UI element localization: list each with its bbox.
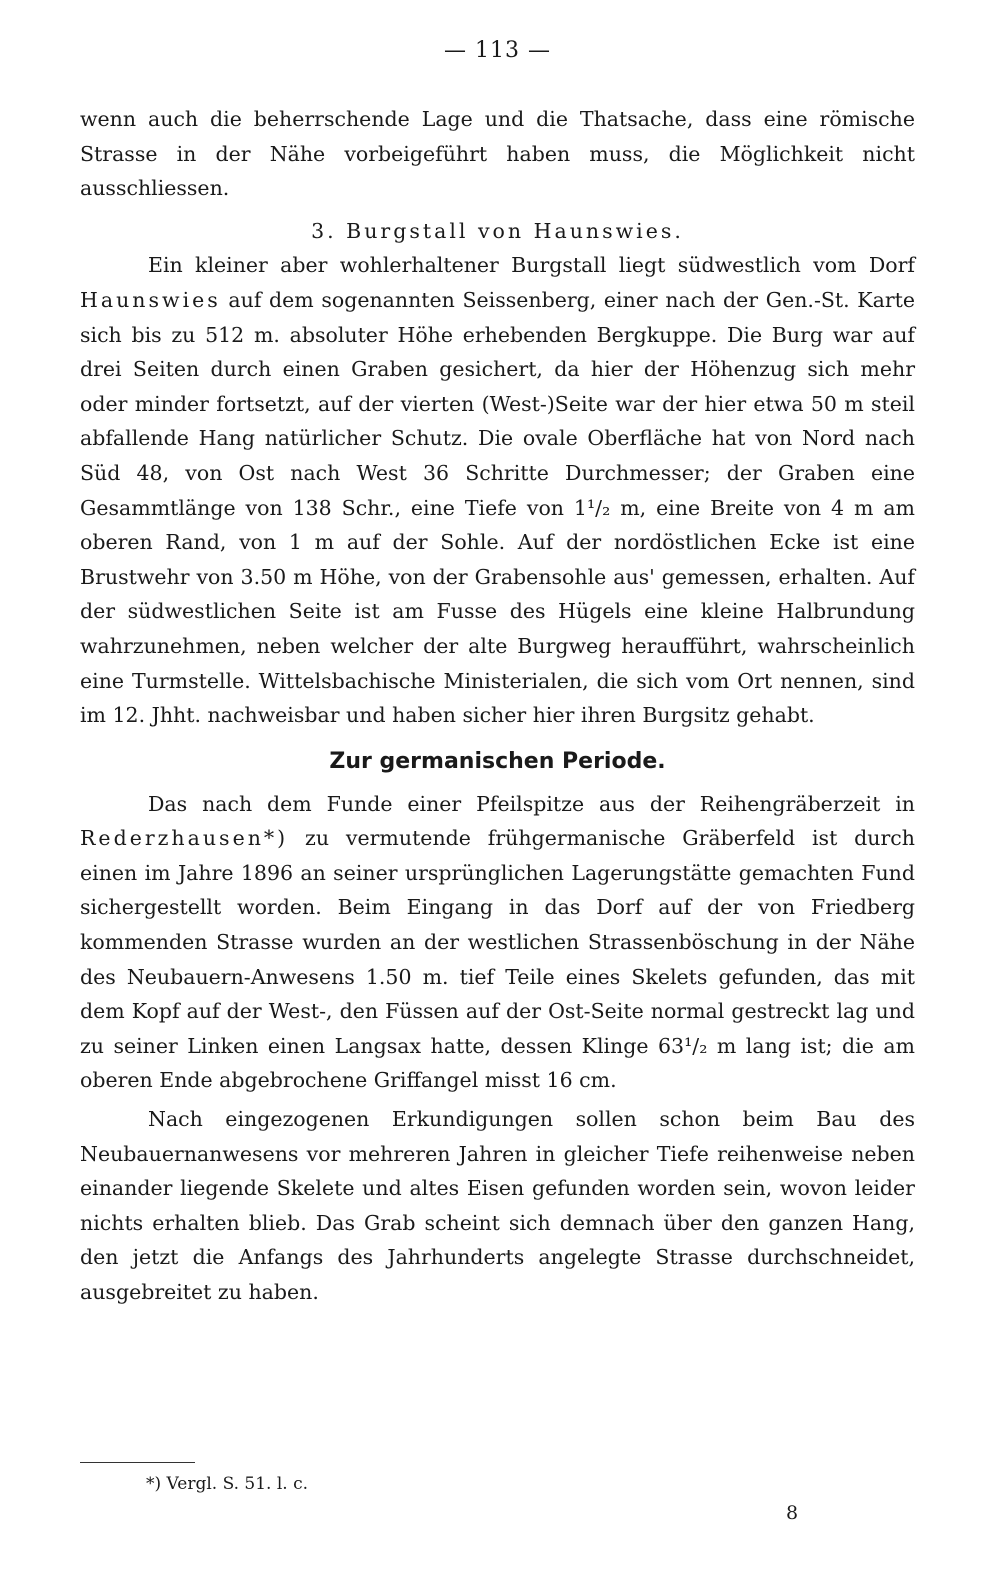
paragraph-graeberfeld xyxy=(80,787,915,1098)
paragraph-graeberfeld-start: Das nach dem Funde einer Pfeilspitze aus der Reihengräberzeit in xyxy=(148,791,915,816)
paragraph-burgstall-rest: auf dem sogenannten Seissenberg, einer nach der Gen.-St. Karte sich bis zu 512 m. absoluter Höhe erhebenden Bergkuppe. Die Burg war auf drei Seiten durch einen Graben gesichert, da hier der Höhenzug sich mehr oder minder fortsetzt, auf der vierten (West-)Seite war der hier etwa 50 m steil abfallende Hang natürlicher Schutz. Die ovale Oberfläche hat von Nord nach Süd 48, von Ost nach West 36 Schritte Durchmesser; der Graben eine Gesammtlänge von 138 Schr., eine Tiefe von 1¹/₂ m, eine Breite von 4 m am oberen Rand, von 1 m auf der Sohle. Auf der nordöstlichen Ecke ist eine Brustwehr von 3.50 m Höhe, von der Grabensohle aus' gemessen, erhalten. Auf der südwestlichen Seite ist am Fusse des Hügels eine kleine Halbrundung wahrzunehmen, neben welcher der alte Burgweg heraufführt, wahrscheinlich eine Turmstelle. Wittelsbachische Ministerialen, die sich vom Ort nennen, sind im 12. Jhht. nachweisbar und haben sicher hier ihren Burgsitz gehabt. xyxy=(80,287,915,728)
section-heading: Zur germanischen Periode. xyxy=(329,748,666,774)
footnote: *) Vergl. S. 51. l. c. xyxy=(146,1474,309,1494)
page-number: — 113 — xyxy=(444,38,551,63)
place-name-rederzhausen: Rederzhausen*) xyxy=(80,826,289,851)
paragraph-continuation: wenn auch die beherrschende Lage und die Thatsache, dass eine römische Strasse in der Nähe vorbeigeführt haben muss, die Möglichkeit nicht ausschliessen. xyxy=(80,107,915,201)
signature-mark: 8 xyxy=(786,1502,799,1524)
paragraph-burgstall-start: Ein kleiner aber wohlerhaltener Burgstall liegt südwestlich vom Dorf xyxy=(148,253,915,278)
paragraph-erkundigungen: Nach eingezogenen Erkundigungen sollen schon beim Bau des Neubauernanwesens vor mehreren Jahren in gleicher Tiefe reihenweise neben einander liegende Skelete und altes Eisen gefunden worden sein, wovon leider nichts erhalten blieb. Das Grab scheint sich demnach über den ganzen Hang, den jetzt die Anfangs des Jahrhunderts angelegte Strasse durchschneidet, ausgebreitet zu haben. xyxy=(80,1107,915,1304)
footnote-rule xyxy=(80,1462,195,1463)
subsection-heading xyxy=(80,214,915,249)
body-text xyxy=(80,102,915,1310)
paragraph-graeberfeld-rest: zu vermutende frühgermanische Gräberfeld ist durch einen im Jahre 1896 an seiner ursprünglichen Lagerungstätte gemachten Fund sichergestellt worden. Beim Eingang in das Dorf auf der von Friedberg kommenden Strasse wurden an der westlichen Strassenböschung in der Nähe des Neubauern-Anwesens 1.50 m. tief Teile eines Skelets gefunden, das mit dem Kopf auf der West-, den Füssen auf der Ost-Seite normal gestreckt lag und zu seiner Linken einen Langsax hatte, dessen Klinge 63¹/₂ m lang ist; die am oberen Ende abgebrochene Griffangel misst 16 cm. xyxy=(80,826,915,1093)
paragraph-burgstall xyxy=(80,248,915,732)
subsection-heading-text: 3. Burgstall von Haunswies. xyxy=(311,218,684,243)
place-name-haunswies: Haunswies xyxy=(80,287,221,312)
book-page xyxy=(80,0,915,1577)
